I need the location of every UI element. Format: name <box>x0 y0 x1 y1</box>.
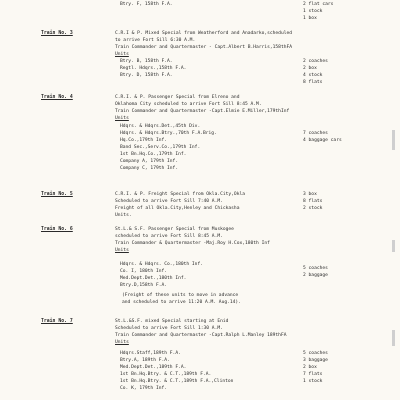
train-description-line: C.R.I & P. Mixed Special from Weatherford and Anadarko,scheduled <box>115 31 293 36</box>
car-count: 7 coaches <box>303 131 328 136</box>
train-description-line: Train Commander and Quartermaster -Capt.Ralph L.Manley 189thFA <box>115 333 287 338</box>
train-description-line: Scheduled to arrive Fort Sill 7:40 A.M. <box>115 199 223 204</box>
train-description-line: St.L.& S.F. Passenger Special from Muskogee <box>115 227 234 232</box>
car-count: 3 box <box>303 192 317 197</box>
unit-entry: Company C, 179th Inf. <box>120 166 179 171</box>
unit-entry: Hq.Co.,179th Inf. <box>120 138 168 143</box>
scan-edge-mark <box>392 240 395 252</box>
car-count: 3 baggage <box>303 358 328 363</box>
freight-note: (Freight of these units to move in advance <box>122 293 239 298</box>
train-label: Train No. 6 <box>41 227 73 232</box>
unit-entry: 1st Bn.Hq.Btry. & C.T.,189th F.A.,Clinton <box>120 379 234 384</box>
train-description-line: Scheduled to arrive Fort Sill 1:30 A.M. <box>115 326 223 331</box>
car-count: 5 coaches <box>303 351 328 356</box>
train-label: Train No. 3 <box>41 31 73 36</box>
car-count: 2 stock <box>303 206 323 211</box>
units-header: Units <box>115 52 129 57</box>
train-label: Train No. 7 <box>41 319 73 324</box>
train-description-line: Train Commander and Quartermaster - Capt.Albert B.Harris,158thFA <box>115 45 293 50</box>
unit-entry: Btry. B, 158th F.A. <box>120 59 173 64</box>
freight-note: and scheduled to arrive 11:20 A.M. Aug.14). <box>122 300 241 305</box>
top-unit-line: Btry. F, 158th F.A. <box>120 2 173 7</box>
unit-entry: Med.Dept.Det.,189th F.A. <box>120 365 187 370</box>
scan-edge-mark <box>392 330 395 346</box>
car-count: 2 box <box>303 66 317 71</box>
train-description-line: C.R.I. & P. Freight Special from Okla.City,Okla <box>115 192 245 197</box>
car-count: 4 stock <box>303 73 323 78</box>
unit-entry: 1st Bn.Hq.Co.,179th Inf. <box>120 152 187 157</box>
units-header: Units <box>115 116 129 121</box>
unit-entry: 1st Bn.Hq.Btry. & C.T.,189th F.A. <box>120 372 212 377</box>
train-description-line: Units. <box>115 213 132 218</box>
unit-entry: Med.Dept.Det.,180th Inf. <box>120 276 187 281</box>
car-count: 1 box <box>303 16 317 21</box>
car-count: 2 coaches <box>303 59 328 64</box>
car-count: 5 coaches <box>303 266 328 271</box>
units-header: Units <box>115 248 129 253</box>
units-header: Units <box>115 340 129 345</box>
unit-entry: Regtl. Hdqrs.,158th F.A. <box>120 66 187 71</box>
unit-entry: Hdqrs. & Hdqrs.Det.,45th Div. <box>120 124 201 129</box>
car-count: 2 box <box>303 365 317 370</box>
unit-entry: Btry.A, 189th F.A. <box>120 358 170 363</box>
unit-entry: Co. K, 179th Inf. <box>120 386 168 391</box>
car-count: 8 flats <box>303 199 323 204</box>
train-description-line: Train Commander & Quartermaster -Maj.Roy H.Cox,180th Inf <box>115 241 270 246</box>
car-count: 1 stock <box>303 379 323 384</box>
car-count: 7 flats <box>303 372 323 377</box>
unit-entry: Btry.D,158th F.A. <box>120 283 168 288</box>
scan-edge-mark <box>392 130 395 150</box>
train-description-line: scheduled to arrive Fort Sill 8:45 A.M. <box>115 234 223 239</box>
train-description-line: to arrive Fort Sill 6:30 A.M. <box>115 38 196 43</box>
train-label: Train No. 5 <box>41 192 73 197</box>
car-count: 8 flats <box>303 80 323 85</box>
unit-entry: Hdqrs.Staff,189th F.A. <box>120 351 181 356</box>
unit-entry: Hdqrs. & Hdqrs. Co.,180th Inf. <box>120 262 203 267</box>
unit-entry: Band Sec.,Serv.Co.,179th Inf. <box>120 145 201 150</box>
unit-entry: Hdqrs. & Hdqrs.Btry.,70th F.A.Brig. <box>120 131 217 136</box>
train-description-line: Freight of all Okla.City,Henley and Chickasha <box>115 206 240 211</box>
train-description-line: St.L.&S.F. mixed Special starting at Enid <box>115 319 229 324</box>
unit-entry: Company A, 179th Inf. <box>120 159 179 164</box>
car-count: 2 flat cars <box>303 2 334 7</box>
unit-entry: Btry. D, 158th F.A. <box>120 73 173 78</box>
train-label: Train No. 4 <box>41 95 73 100</box>
car-count: 2 baggage <box>303 273 328 278</box>
car-count: 1 stock <box>303 9 323 14</box>
train-description-line: Train Commander and Quartermaster -Capt.Elmie E.Miller,179thInf <box>115 109 290 114</box>
train-description-line: C.R.I. & P. Passenger Special from Elreno and <box>115 95 240 100</box>
unit-entry: Co. I, 180th Inf. <box>120 269 168 274</box>
train-description-line: Oklahoma City scheduled to arrive Fort Sill 8:45 A.M. <box>115 102 262 107</box>
car-count: 4 baggage cars <box>303 138 342 143</box>
